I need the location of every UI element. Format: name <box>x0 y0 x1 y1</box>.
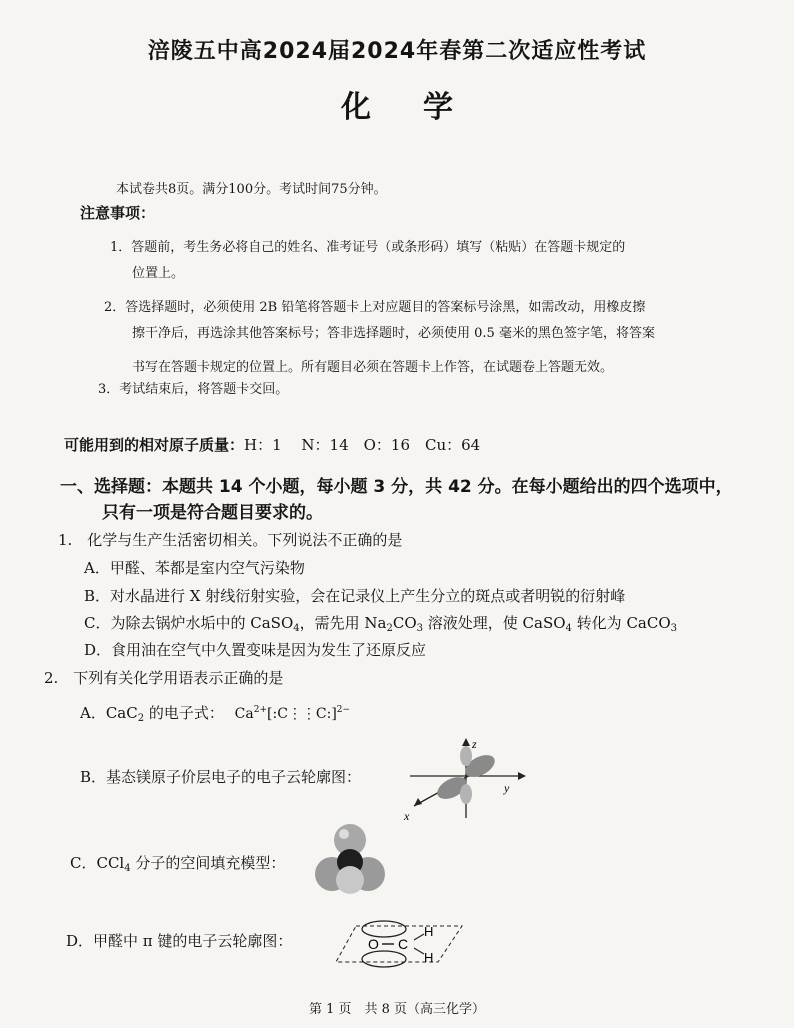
atom-h1-label: H <box>424 924 434 939</box>
section-1-heading-line-2: 只有一项是符合题目要求的。 <box>102 503 323 523</box>
atom-h2-label: H <box>424 950 434 965</box>
atomic-mass-line <box>64 434 480 455</box>
exam-title: 涪陵五中高2024届2024年春第二次适应性考试 <box>147 39 647 64</box>
question-1-stem: 1. 化学与生产生活密切相关。下列说法不正确的是 <box>58 531 403 549</box>
cac2-electron-formula: $Ca^{2+}[:C⋮⋮C:]^{2-}$ <box>234 705 351 722</box>
question-1-option-d: D．食用油在空气中久置变味是因为发生了还原反应 <box>84 641 427 659</box>
exam-intro: 本试卷共8页。满分100分。考试时间75分钟。 <box>116 182 387 197</box>
atomic-mass-label: 可能用到的相对原子质量： <box>64 436 245 454</box>
axis-x-label: x <box>404 809 410 823</box>
question-2-option-a: A．CaC$_2$ 的电子式： $Ca^{2+}[:C⋮⋮C:]^{2-}$ <box>80 704 351 724</box>
ccl4-space-filling-model <box>314 822 386 896</box>
notice-item-2-line-1: 2．答选择题时，必须使用 2B 铅笔将答题卡上对应题目的答案标号涂黑，如需改动，用橡皮擦 <box>104 300 646 315</box>
notice-item-3: 3．考试结束后，将答题卡交回。 <box>98 382 289 397</box>
atom-c-label: C <box>398 936 409 952</box>
axis-z-label: z <box>472 737 477 751</box>
subject-title: 化学 <box>341 90 505 125</box>
question-1-option-a: A．甲醛、苯都是室内空气污染物 <box>84 559 305 577</box>
axis-y-label: y <box>504 781 510 795</box>
notice-heading: 注意事项： <box>80 204 156 222</box>
section-1-heading-line-1: 一、选择题：本题共 14 个小题，每小题 3 分，共 42 分。在每小题给出的四个选项中， <box>60 477 733 497</box>
question-2-option-d: D．甲醛中 π 键的电子云轮廓图： <box>66 932 293 950</box>
question-2-option-c: C．CCl$_4$ 分子的空间填充模型： <box>70 854 286 874</box>
notice-item-1-line-1: 1．答题前，考生务必将自己的姓名、准考证号（或条形码）填写（粘贴）在答题卡规定的 <box>110 240 626 255</box>
page-footer: 第 1 页 共 8 页（高三化学） <box>308 1002 486 1017</box>
mg-orbital-diagram <box>400 737 530 823</box>
question-1-option-b: B．对水晶进行 X 射线衍射实验，会在记录仪上产生分立的斑点或者明锐的衍射峰 <box>84 587 626 605</box>
atom-o-label: O <box>368 936 379 952</box>
question-1-option-c: C．为除去锅炉水垢中的 CaSO$_4$，需先用 $Na_2CO_3$ 溶液处理，使 CaSO$_4$ 转化为 CaCO$_3$ <box>84 614 678 634</box>
formaldehyde-pi-bond-diagram <box>334 916 464 972</box>
notice-item-2-line-2: 擦干净后，再选涂其他答案标号；答非选择题时，必须使用 0.5 毫米的黑色签字笔，将答案 <box>132 326 655 341</box>
atomic-mass-values: H：1 N：14 O：16 Cu：64 <box>244 436 481 454</box>
notice-item-1-line-2: 位置上。 <box>132 266 185 281</box>
question-2-option-b: B．基态镁原子价层电子的电子云轮廓图： <box>80 768 362 786</box>
question-2-stem: 2. 下列有关化学用语表示正确的是 <box>44 669 284 687</box>
notice-item-2-line-3: 书写在答题卡规定的位置上。所有题目必须在答题卡上作答，在试题卷上答题无效。 <box>132 360 614 375</box>
